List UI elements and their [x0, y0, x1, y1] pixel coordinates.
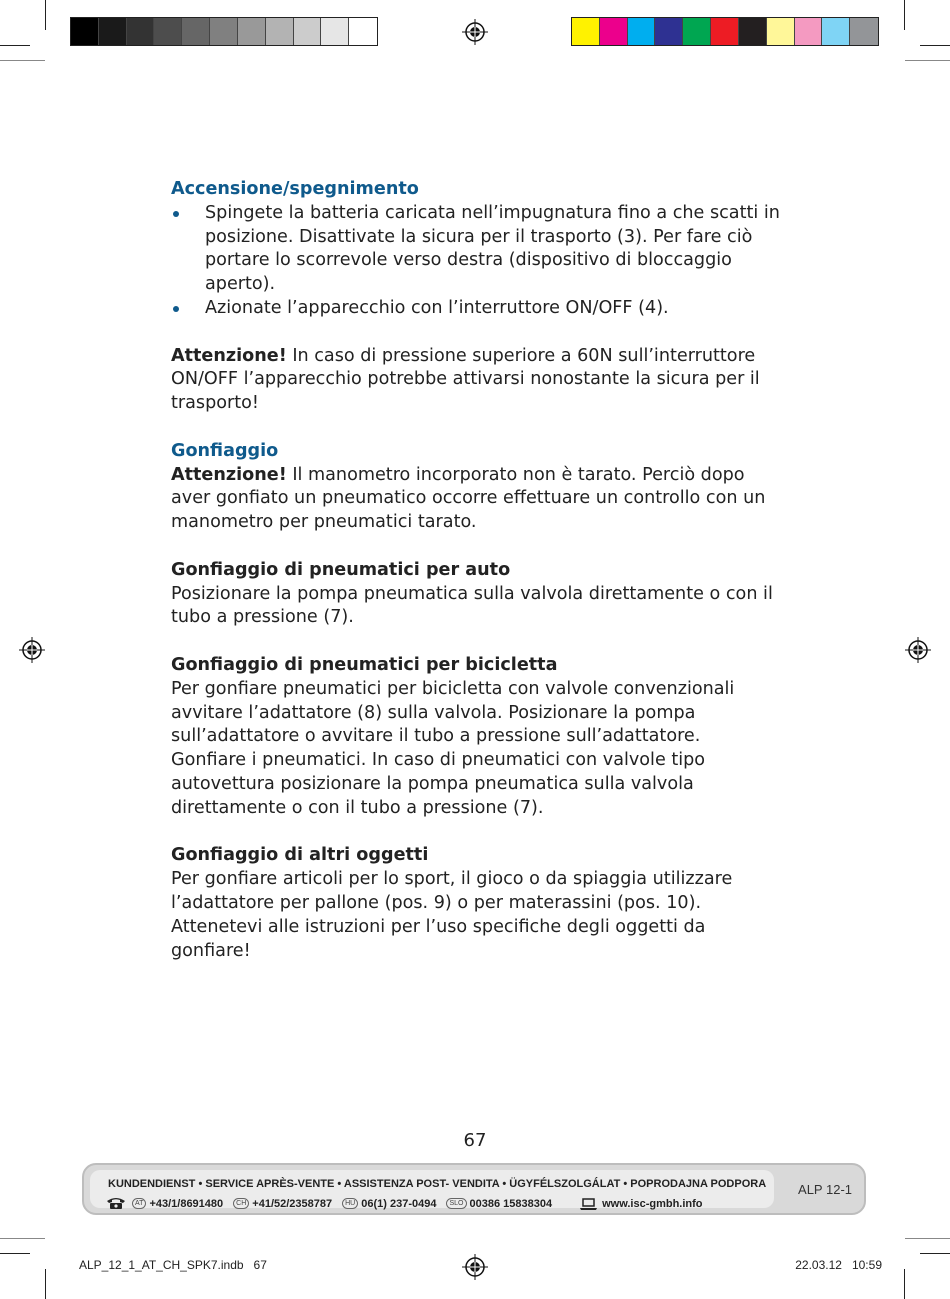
color-swatch	[210, 18, 238, 45]
phone-number: +43/1/8691480	[149, 1197, 224, 1210]
service-line: KUNDENDIENST • SERVICE APRÈS-VENTE • ASSISTENZA POST- VENDITA • ÜGYFÉLSZOLGÁLAT • POPRODAJNA PODPORA	[108, 1178, 767, 1190]
color-swatch	[127, 18, 155, 45]
crop-mark	[45, 1269, 46, 1299]
warning-paragraph	[171, 345, 781, 416]
registration-mark-icon	[905, 637, 931, 663]
paragraph: Posizionare la pompa pneumatica sulla valvola direttamente o con il tubo a pressione (7).	[171, 583, 773, 628]
color-swatch	[154, 18, 182, 45]
color-swatch	[795, 18, 823, 45]
crop-mark	[45, 0, 46, 30]
laptop-icon	[580, 1198, 597, 1210]
warning-label: Attenzione!	[171, 345, 287, 366]
subsection-heading-bicicletta: Gonfiaggio di pneumatici per bicicletta	[171, 654, 558, 675]
crop-mark	[905, 1238, 950, 1239]
phone-number: +41/52/2358787	[252, 1197, 333, 1210]
crop-mark	[0, 60, 45, 61]
crop-mark	[904, 1269, 905, 1299]
date-time-slug: 22.03.12 10:59	[795, 1258, 882, 1272]
instruction-list	[171, 202, 781, 321]
color-swatch	[238, 18, 266, 45]
color-swatch	[99, 18, 127, 45]
paragraph: Per gonfiare articoli per lo sport, il gioco o da spiaggia utilizzare l’adattatore per pallone (pos. 9) o per materassini (pos. 10).	[171, 869, 733, 913]
warning-paragraph	[171, 464, 781, 535]
warning-text: Il manometro incorporato non è tarato. Perciò dopo aver gonfiato un pneumatico occorre effettuare un controllo con un manometro per pneumatici tarato.	[171, 464, 766, 533]
color-swatch	[628, 18, 656, 45]
color-swatch	[71, 18, 99, 45]
crop-mark	[904, 0, 905, 30]
color-swatch	[266, 18, 294, 45]
color-swatch	[321, 18, 349, 45]
footer-panel	[90, 1170, 774, 1208]
country-code-badge: SLO	[446, 1198, 466, 1209]
registration-mark-icon	[462, 19, 488, 45]
page-number: 67	[463, 1130, 487, 1151]
model-label: ALP 12-1	[798, 1182, 852, 1197]
section-heading-accensione: Accensione/spegnimento	[171, 179, 419, 199]
country-code-badge: AT	[132, 1198, 146, 1209]
country-code-badge: CH	[233, 1198, 249, 1209]
paragraph: Attenetevi alle istruzioni per l’uso specifiche degli oggetti da gonfiare!	[171, 916, 706, 961]
contact-line	[106, 1197, 703, 1210]
color-swatch	[850, 18, 878, 45]
subsection-heading-auto: Gonfiaggio di pneumatici per auto	[171, 559, 511, 580]
color-swatch	[294, 18, 322, 45]
telephone-icon	[106, 1197, 126, 1210]
crop-mark	[905, 60, 950, 61]
crop-mark	[920, 45, 950, 46]
country-code-badge: HU	[342, 1198, 358, 1209]
subsection-heading-altri: Gonfiaggio di altri oggetti	[171, 845, 429, 866]
color-swatch	[739, 18, 767, 45]
paragraph: Per gonfiare pneumatici per bicicletta con valvole convenzionali avvitare l’adattatore (8) sulla valvola. Posizionare la pompa sull’adattatore o avvitare il tubo a pressione sull’adattatore. Gonfiare i pneumatici. In caso di pneumatici con valvole tipo autovettura posizionare la pompa pneumatica sulla valvola direttamente o con il tubo a pressione (7).	[171, 678, 735, 818]
color-swatch	[572, 18, 600, 45]
phone-number: 06(1) 237-0494	[361, 1197, 437, 1210]
crop-mark	[0, 45, 30, 46]
color-swatch	[349, 18, 377, 45]
registration-mark-icon	[19, 637, 45, 663]
color-swatch	[711, 18, 739, 45]
file-slug: ALP_12_1_AT_CH_SPK7.indb 67	[79, 1258, 267, 1272]
grayscale-calibration-bar	[70, 17, 378, 46]
color-calibration-bar	[571, 17, 879, 46]
phone-number: 00386 15838304	[469, 1197, 553, 1210]
list-item: Spingete la batteria caricata nell’impugnatura fino a che scatti in posizione. Disattivate la sicura per il trasporto (3). Per fare ciò portare lo scorrevole verso destra (dispositivo di bloccaggio aperto).	[171, 202, 781, 297]
manual-content	[171, 178, 781, 963]
color-swatch	[822, 18, 850, 45]
color-swatch	[600, 18, 628, 45]
crop-mark	[0, 1253, 30, 1254]
registration-mark-icon	[462, 1254, 488, 1280]
service-footer	[82, 1163, 866, 1215]
warning-text: In caso di pressione superiore a 60N sull’interruttore ON/OFF l’apparecchio potrebbe attivarsi nonostante la sicura per il trasporto!	[171, 345, 760, 414]
website-link[interactable]: www.isc-gmbh.info	[602, 1197, 703, 1210]
list-item: Azionate l’apparecchio con l’interruttore ON/OFF (4).	[171, 297, 781, 321]
color-swatch	[182, 18, 210, 45]
section-heading-gonfiaggio: Gonfiaggio	[171, 440, 279, 461]
color-swatch	[767, 18, 795, 45]
color-swatch	[683, 18, 711, 45]
warning-label: Attenzione!	[171, 464, 287, 485]
crop-mark	[0, 1238, 45, 1239]
crop-mark	[920, 1253, 950, 1254]
color-swatch	[655, 18, 683, 45]
